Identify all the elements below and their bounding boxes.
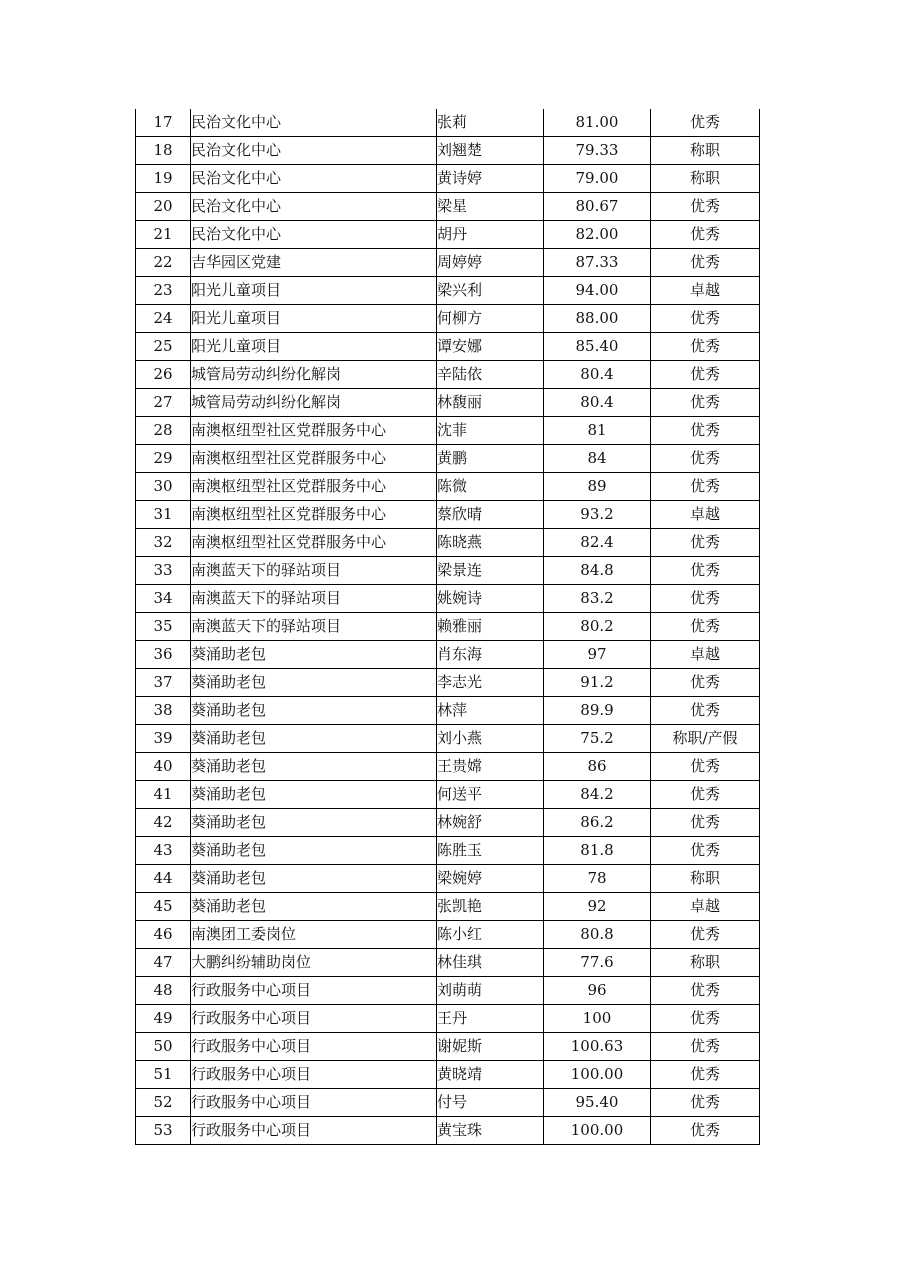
project-cell: 葵涌助老包 <box>191 641 437 669</box>
score-cell: 75.2 <box>544 725 651 753</box>
score-cell: 96 <box>544 977 651 1005</box>
name-cell: 林佳琪 <box>437 949 544 977</box>
score-cell: 87.33 <box>544 249 651 277</box>
grade-cell: 优秀 <box>651 781 760 809</box>
table-row <box>136 333 760 361</box>
row-number-cell: 17 <box>136 109 191 137</box>
score-cell: 89.9 <box>544 697 651 725</box>
name-cell: 陈小红 <box>437 921 544 949</box>
project-cell: 葵涌助老包 <box>191 697 437 725</box>
row-number-cell: 42 <box>136 809 191 837</box>
table-row <box>136 249 760 277</box>
name-cell: 梁景连 <box>437 557 544 585</box>
grade-cell: 优秀 <box>651 193 760 221</box>
name-cell: 林萍 <box>437 697 544 725</box>
project-cell: 民治文化中心 <box>191 221 437 249</box>
project-cell: 行政服务中心项目 <box>191 1117 437 1145</box>
score-cell: 80.4 <box>544 389 651 417</box>
name-cell: 梁兴利 <box>437 277 544 305</box>
score-cell: 84 <box>544 445 651 473</box>
row-number-cell: 46 <box>136 921 191 949</box>
project-cell: 阳光儿童项目 <box>191 333 437 361</box>
project-cell: 葵涌助老包 <box>191 669 437 697</box>
table-row <box>136 193 760 221</box>
score-cell: 78 <box>544 865 651 893</box>
name-cell: 梁星 <box>437 193 544 221</box>
table-row <box>136 753 760 781</box>
grade-cell: 优秀 <box>651 445 760 473</box>
project-cell: 民治文化中心 <box>191 193 437 221</box>
project-cell: 吉华园区党建 <box>191 249 437 277</box>
project-cell: 葵涌助老包 <box>191 753 437 781</box>
table-row <box>136 697 760 725</box>
table-row <box>136 529 760 557</box>
row-number-cell: 18 <box>136 137 191 165</box>
table-row <box>136 389 760 417</box>
project-cell: 行政服务中心项目 <box>191 1089 437 1117</box>
row-number-cell: 24 <box>136 305 191 333</box>
grade-cell: 优秀 <box>651 585 760 613</box>
score-cell: 86.2 <box>544 809 651 837</box>
score-cell: 100 <box>544 1005 651 1033</box>
project-cell: 南澳蓝天下的驿站项目 <box>191 585 437 613</box>
name-cell: 李志光 <box>437 669 544 697</box>
row-number-cell: 44 <box>136 865 191 893</box>
score-cell: 89 <box>544 473 651 501</box>
row-number-cell: 31 <box>136 501 191 529</box>
grade-cell: 称职 <box>651 865 760 893</box>
name-cell: 黄宝珠 <box>437 1117 544 1145</box>
score-cell: 81 <box>544 417 651 445</box>
grade-cell: 优秀 <box>651 977 760 1005</box>
table-row <box>136 809 760 837</box>
grade-cell: 优秀 <box>651 1117 760 1145</box>
row-number-cell: 38 <box>136 697 191 725</box>
project-cell: 葵涌助老包 <box>191 837 437 865</box>
row-number-cell: 29 <box>136 445 191 473</box>
project-cell: 南澳团工委岗位 <box>191 921 437 949</box>
name-cell: 何送平 <box>437 781 544 809</box>
table-row <box>136 361 760 389</box>
row-number-cell: 45 <box>136 893 191 921</box>
grade-cell: 优秀 <box>651 697 760 725</box>
grade-cell: 优秀 <box>651 1089 760 1117</box>
grade-cell: 优秀 <box>651 557 760 585</box>
row-number-cell: 20 <box>136 193 191 221</box>
table-row <box>136 725 760 753</box>
grade-cell: 优秀 <box>651 921 760 949</box>
row-number-cell: 50 <box>136 1033 191 1061</box>
name-cell: 辛陆依 <box>437 361 544 389</box>
row-number-cell: 28 <box>136 417 191 445</box>
project-cell: 行政服务中心项目 <box>191 1061 437 1089</box>
project-cell: 城管局劳动纠纷化解岗 <box>191 389 437 417</box>
table-row <box>136 305 760 333</box>
project-cell: 南澳枢纽型社区党群服务中心 <box>191 501 437 529</box>
grade-cell: 卓越 <box>651 277 760 305</box>
row-number-cell: 43 <box>136 837 191 865</box>
table-row <box>136 949 760 977</box>
project-cell: 南澳蓝天下的驿站项目 <box>191 613 437 641</box>
row-number-cell: 51 <box>136 1061 191 1089</box>
score-cell: 86 <box>544 753 651 781</box>
table-row <box>136 893 760 921</box>
score-cell: 80.4 <box>544 361 651 389</box>
score-cell: 79.33 <box>544 137 651 165</box>
table-row <box>136 137 760 165</box>
project-cell: 南澳枢纽型社区党群服务中心 <box>191 445 437 473</box>
project-cell: 民治文化中心 <box>191 165 437 193</box>
project-cell: 南澳枢纽型社区党群服务中心 <box>191 417 437 445</box>
row-number-cell: 35 <box>136 613 191 641</box>
name-cell: 王贵嫦 <box>437 753 544 781</box>
project-cell: 葵涌助老包 <box>191 725 437 753</box>
table-row <box>136 473 760 501</box>
evaluation-table <box>135 109 760 1145</box>
grade-cell: 优秀 <box>651 837 760 865</box>
table-row <box>136 165 760 193</box>
name-cell: 张凯艳 <box>437 893 544 921</box>
name-cell: 何柳方 <box>437 305 544 333</box>
grade-cell: 优秀 <box>651 529 760 557</box>
name-cell: 付号 <box>437 1089 544 1117</box>
grade-cell: 卓越 <box>651 893 760 921</box>
score-cell: 80.2 <box>544 613 651 641</box>
grade-cell: 优秀 <box>651 417 760 445</box>
table-row <box>136 277 760 305</box>
table-row <box>136 585 760 613</box>
row-number-cell: 21 <box>136 221 191 249</box>
grade-cell: 优秀 <box>651 361 760 389</box>
table-row <box>136 1089 760 1117</box>
grade-cell: 称职 <box>651 137 760 165</box>
row-number-cell: 52 <box>136 1089 191 1117</box>
name-cell: 刘萌萌 <box>437 977 544 1005</box>
score-cell: 80.67 <box>544 193 651 221</box>
project-cell: 行政服务中心项目 <box>191 1033 437 1061</box>
grade-cell: 优秀 <box>651 613 760 641</box>
name-cell: 赖雅丽 <box>437 613 544 641</box>
score-cell: 80.8 <box>544 921 651 949</box>
table-row <box>136 641 760 669</box>
score-cell: 77.6 <box>544 949 651 977</box>
score-cell: 91.2 <box>544 669 651 697</box>
grade-cell: 称职 <box>651 165 760 193</box>
grade-cell: 优秀 <box>651 305 760 333</box>
name-cell: 林婉舒 <box>437 809 544 837</box>
grade-cell: 优秀 <box>651 753 760 781</box>
score-cell: 97 <box>544 641 651 669</box>
score-cell: 85.40 <box>544 333 651 361</box>
score-cell: 94.00 <box>544 277 651 305</box>
grade-cell: 优秀 <box>651 1033 760 1061</box>
project-cell: 葵涌助老包 <box>191 893 437 921</box>
score-cell: 100.63 <box>544 1033 651 1061</box>
score-cell: 84.2 <box>544 781 651 809</box>
row-number-cell: 49 <box>136 1005 191 1033</box>
score-cell: 84.8 <box>544 557 651 585</box>
score-cell: 100.00 <box>544 1061 651 1089</box>
table-row <box>136 669 760 697</box>
name-cell: 姚婉诗 <box>437 585 544 613</box>
table-row <box>136 1061 760 1089</box>
row-number-cell: 53 <box>136 1117 191 1145</box>
project-cell: 行政服务中心项目 <box>191 977 437 1005</box>
table-row <box>136 445 760 473</box>
grade-cell: 优秀 <box>651 1005 760 1033</box>
table-row <box>136 837 760 865</box>
row-number-cell: 40 <box>136 753 191 781</box>
row-number-cell: 37 <box>136 669 191 697</box>
project-cell: 民治文化中心 <box>191 109 437 137</box>
score-cell: 79.00 <box>544 165 651 193</box>
grade-cell: 优秀 <box>651 809 760 837</box>
project-cell: 南澳枢纽型社区党群服务中心 <box>191 529 437 557</box>
name-cell: 蔡欣晴 <box>437 501 544 529</box>
name-cell: 沈菲 <box>437 417 544 445</box>
row-number-cell: 26 <box>136 361 191 389</box>
grade-cell: 优秀 <box>651 221 760 249</box>
grade-cell: 称职 <box>651 949 760 977</box>
row-number-cell: 19 <box>136 165 191 193</box>
project-cell: 葵涌助老包 <box>191 781 437 809</box>
project-cell: 南澳蓝天下的驿站项目 <box>191 557 437 585</box>
row-number-cell: 36 <box>136 641 191 669</box>
table-row <box>136 1117 760 1145</box>
score-cell: 83.2 <box>544 585 651 613</box>
score-cell: 82.00 <box>544 221 651 249</box>
row-number-cell: 33 <box>136 557 191 585</box>
name-cell: 梁婉婷 <box>437 865 544 893</box>
name-cell: 黄诗婷 <box>437 165 544 193</box>
project-cell: 行政服务中心项目 <box>191 1005 437 1033</box>
name-cell: 谭安娜 <box>437 333 544 361</box>
score-cell: 92 <box>544 893 651 921</box>
name-cell: 胡丹 <box>437 221 544 249</box>
row-number-cell: 47 <box>136 949 191 977</box>
name-cell: 张莉 <box>437 109 544 137</box>
score-cell: 88.00 <box>544 305 651 333</box>
project-cell: 阳光儿童项目 <box>191 305 437 333</box>
name-cell: 刘小燕 <box>437 725 544 753</box>
grade-cell: 优秀 <box>651 1061 760 1089</box>
name-cell: 陈微 <box>437 473 544 501</box>
table-row <box>136 221 760 249</box>
evaluation-table-body <box>136 109 760 1145</box>
row-number-cell: 41 <box>136 781 191 809</box>
row-number-cell: 39 <box>136 725 191 753</box>
name-cell: 陈胜玉 <box>437 837 544 865</box>
score-cell: 95.40 <box>544 1089 651 1117</box>
row-number-cell: 23 <box>136 277 191 305</box>
table-row <box>136 921 760 949</box>
score-cell: 81.8 <box>544 837 651 865</box>
project-cell: 城管局劳动纠纷化解岗 <box>191 361 437 389</box>
name-cell: 谢妮斯 <box>437 1033 544 1061</box>
project-cell: 民治文化中心 <box>191 137 437 165</box>
table-row <box>136 109 760 137</box>
grade-cell: 优秀 <box>651 333 760 361</box>
row-number-cell: 34 <box>136 585 191 613</box>
name-cell: 陈晓燕 <box>437 529 544 557</box>
score-cell: 93.2 <box>544 501 651 529</box>
project-cell: 阳光儿童项目 <box>191 277 437 305</box>
name-cell: 肖东海 <box>437 641 544 669</box>
table-row <box>136 557 760 585</box>
grade-cell: 优秀 <box>651 389 760 417</box>
name-cell: 周婷婷 <box>437 249 544 277</box>
grade-cell: 称职/产假 <box>651 725 760 753</box>
row-number-cell: 25 <box>136 333 191 361</box>
name-cell: 刘翘楚 <box>437 137 544 165</box>
row-number-cell: 32 <box>136 529 191 557</box>
project-cell: 大鹏纠纷辅助岗位 <box>191 949 437 977</box>
table-row <box>136 1005 760 1033</box>
row-number-cell: 30 <box>136 473 191 501</box>
name-cell: 林馥丽 <box>437 389 544 417</box>
name-cell: 黄晓靖 <box>437 1061 544 1089</box>
table-row <box>136 865 760 893</box>
row-number-cell: 22 <box>136 249 191 277</box>
project-cell: 葵涌助老包 <box>191 865 437 893</box>
grade-cell: 卓越 <box>651 501 760 529</box>
table-row <box>136 417 760 445</box>
grade-cell: 优秀 <box>651 473 760 501</box>
score-cell: 100.00 <box>544 1117 651 1145</box>
project-cell: 葵涌助老包 <box>191 809 437 837</box>
project-cell: 南澳枢纽型社区党群服务中心 <box>191 473 437 501</box>
table-row <box>136 1033 760 1061</box>
table-row <box>136 501 760 529</box>
score-cell: 81.00 <box>544 109 651 137</box>
grade-cell: 优秀 <box>651 249 760 277</box>
row-number-cell: 27 <box>136 389 191 417</box>
grade-cell: 卓越 <box>651 641 760 669</box>
grade-cell: 优秀 <box>651 669 760 697</box>
name-cell: 王丹 <box>437 1005 544 1033</box>
table-row <box>136 977 760 1005</box>
table-row <box>136 781 760 809</box>
table-row <box>136 613 760 641</box>
name-cell: 黄鹏 <box>437 445 544 473</box>
grade-cell: 优秀 <box>651 109 760 137</box>
row-number-cell: 48 <box>136 977 191 1005</box>
score-cell: 82.4 <box>544 529 651 557</box>
